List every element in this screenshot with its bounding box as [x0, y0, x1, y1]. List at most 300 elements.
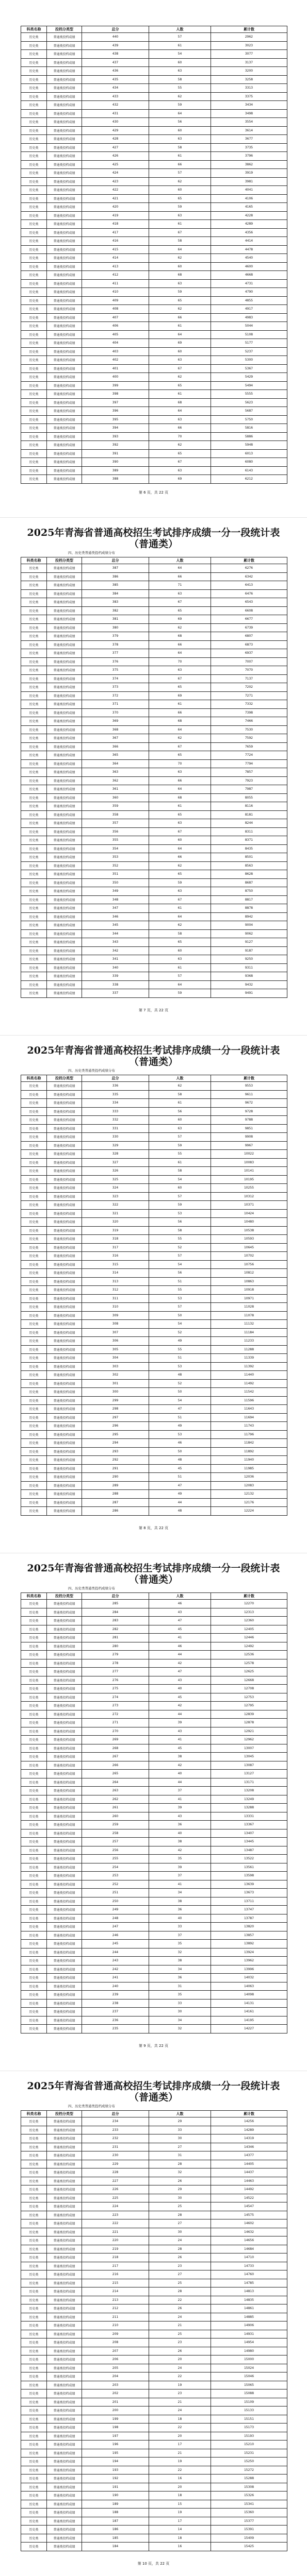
cell-score-type: 普通类投档成绩 — [47, 450, 82, 459]
cell-score-type: 普通类投档成绩 — [47, 1490, 82, 1499]
cell-cumulative: 4600 — [211, 263, 287, 272]
cell-score-type: 普通类投档成绩 — [47, 989, 82, 998]
cell-score-type: 普通类投档成绩 — [47, 399, 82, 408]
cell-cumulative: 14289 — [211, 2126, 287, 2135]
cell-category: 历史类 — [21, 1099, 47, 1108]
cell-category: 历史类 — [21, 1482, 47, 1490]
cell-cumulative: 3023 — [211, 42, 287, 50]
cell-count: 17 — [149, 2441, 211, 2449]
table-row — [21, 1235, 287, 1244]
cell-cumulative: 14632 — [211, 2228, 287, 2237]
cell-score-type: 普通类投档成绩 — [47, 1320, 82, 1329]
table-row — [21, 101, 287, 110]
cell-score-type: 普通类投档成绩 — [47, 1804, 82, 1812]
table-row — [21, 2296, 287, 2305]
cell-score-type: 普通类投档成绩 — [47, 1244, 82, 1252]
cell-count: 67 — [149, 365, 211, 374]
cell-cumulative: 9851 — [211, 1125, 287, 1133]
cell-category: 历史类 — [21, 1354, 47, 1363]
cell-category: 历史类 — [21, 1371, 47, 1380]
cell-score-type: 普通类投档成绩 — [47, 2313, 82, 2322]
cell-category: 历史类 — [21, 203, 47, 212]
table-row — [21, 1923, 287, 1931]
cell-cumulative: 6608 — [211, 607, 287, 616]
cell-score: 303 — [82, 1363, 149, 1371]
cell-score-type: 普通类投档成绩 — [47, 2134, 82, 2143]
cell-cumulative: 3313 — [211, 84, 287, 93]
table-row — [21, 811, 287, 820]
cell-category: 历史类 — [21, 1999, 47, 2008]
cell-score: 186 — [82, 2526, 149, 2534]
cell-category: 历史类 — [21, 930, 47, 939]
cell-cumulative: 12176 — [211, 1499, 287, 1507]
cell-score-type: 普通类投档成绩 — [47, 2304, 82, 2313]
cell-category: 历史类 — [21, 1176, 47, 1184]
cell-score-type: 普通类投档成绩 — [47, 1422, 82, 1431]
cell-category: 历史类 — [21, 1473, 47, 1482]
cell-category: 历史类 — [21, 1727, 47, 1736]
cell-cumulative: 10971 — [211, 1295, 287, 1303]
cell-cumulative: 11339 — [211, 1354, 287, 1363]
header-cumulative: 累计数 — [211, 26, 287, 33]
score-table — [21, 1592, 287, 2033]
cell-score-type: 普通类投档成绩 — [47, 1295, 82, 1303]
cell-score: 309 — [82, 1312, 149, 1320]
cell-cumulative: 9311 — [211, 964, 287, 973]
cell-cumulative: 3981 — [211, 178, 287, 187]
cell-category: 历史类 — [21, 1761, 47, 1770]
cell-count: 56 — [149, 1108, 211, 1116]
cell-count: 64 — [149, 649, 211, 658]
cell-category: 历史类 — [21, 1150, 47, 1159]
table-row — [21, 2330, 287, 2339]
table-row — [21, 1133, 287, 1142]
cell-score: 421 — [82, 195, 149, 204]
cell-cumulative: 7857 — [211, 768, 287, 777]
cell-count: 26 — [149, 2304, 211, 2313]
cell-category: 历史类 — [21, 365, 47, 374]
cell-score: 366 — [82, 743, 149, 752]
cell-score: 231 — [82, 2143, 149, 2152]
header-count: 人数 — [149, 1593, 211, 1600]
cell-score-type: 普通类投档成绩 — [47, 229, 82, 238]
table-row — [21, 2117, 287, 2126]
cell-category: 历史类 — [21, 1133, 47, 1142]
cell-score: 408 — [82, 305, 149, 314]
cell-score-type: 普通类投档成绩 — [47, 1940, 82, 1948]
table-row — [21, 1744, 287, 1753]
table-row — [21, 1736, 287, 1744]
cell-score: 349 — [82, 887, 149, 896]
cell-score-type: 普通类投档成绩 — [47, 1906, 82, 1914]
cell-count: 63 — [149, 212, 211, 221]
cell-score-type: 普通类投档成绩 — [47, 2287, 82, 2296]
cell-count: 62 — [149, 862, 211, 871]
cell-score-type: 普通类投档成绩 — [47, 2211, 82, 2220]
cell-score-type: 普通类投档成绩 — [47, 1371, 82, 1380]
cell-count: 62 — [149, 373, 211, 382]
cell-score: 405 — [82, 331, 149, 340]
cell-category: 历史类 — [21, 1974, 47, 1982]
table-row — [21, 700, 287, 709]
cell-cumulative: 15425 — [211, 2543, 287, 2551]
cell-score: 347 — [82, 904, 149, 913]
table-row — [21, 1159, 287, 1167]
cell-score-type: 普通类投档成绩 — [47, 751, 82, 760]
cell-category: 历史类 — [21, 862, 47, 871]
cell-score: 278 — [82, 1659, 149, 1668]
document-title: 2025年青海省普通高校招生考试排序成绩一分一段统计表 — [27, 2080, 280, 2092]
cell-score: 323 — [82, 1193, 149, 1201]
cell-score-type: 普通类投档成绩 — [47, 186, 82, 195]
cell-category: 历史类 — [21, 161, 47, 170]
cell-score-type: 普通类投档成绩 — [47, 2534, 82, 2543]
cell-cumulative: 5948 — [211, 441, 287, 450]
cell-cumulative: 15151 — [211, 2415, 287, 2424]
cell-category: 历史类 — [21, 2279, 47, 2288]
cell-count: 47 — [149, 1405, 211, 1414]
cell-score: 194 — [82, 2458, 149, 2466]
cell-score: 348 — [82, 896, 149, 905]
cell-cumulative: 15133 — [211, 2406, 287, 2415]
cell-score-type: 普通类投档成绩 — [47, 458, 82, 467]
cell-score: 201 — [82, 2398, 149, 2407]
cell-category: 历史类 — [21, 1227, 47, 1235]
cell-category: 历史类 — [21, 2262, 47, 2271]
cell-cumulative: 14710 — [211, 2253, 287, 2262]
cell-score-type: 普通类投档成绩 — [47, 2415, 82, 2424]
cell-count: 25 — [149, 2279, 211, 2288]
table-row — [21, 288, 287, 297]
cell-score: 275 — [82, 1685, 149, 1693]
cell-score: 271 — [82, 1719, 149, 1727]
cell-category: 历史类 — [21, 607, 47, 616]
cell-count: 67 — [149, 598, 211, 607]
cell-count: 62 — [149, 178, 211, 187]
cell-score: 208 — [82, 2338, 149, 2347]
table-row — [21, 1778, 287, 1787]
table-row — [21, 1812, 287, 1821]
cell-score: 388 — [82, 475, 149, 484]
table-row — [21, 1693, 287, 1702]
cell-count: 62 — [149, 921, 211, 930]
cell-count: 62 — [149, 1082, 211, 1091]
cell-count: 63 — [149, 280, 211, 289]
cell-count: 49 — [149, 1490, 211, 1499]
cell-score: 437 — [82, 59, 149, 67]
cell-cumulative: 13208 — [211, 1787, 287, 1795]
cell-count: 61 — [149, 964, 211, 973]
cell-score-type: 普通类投档成绩 — [47, 836, 82, 845]
cell-score-type: 普通类投档成绩 — [47, 1499, 82, 1507]
table-row — [21, 339, 287, 348]
cell-cumulative: 14032 — [211, 1974, 287, 1982]
table-row — [21, 1897, 287, 1906]
cell-cumulative: 15391 — [211, 2526, 287, 2534]
cell-score: 334 — [82, 1099, 149, 1108]
cell-count: 40 — [149, 1685, 211, 1693]
cell-category: 历史类 — [21, 1167, 47, 1176]
cell-score-type: 普通类投档成绩 — [47, 930, 82, 939]
cell-cumulative: 14195 — [211, 2016, 287, 2025]
cell-count: 62 — [149, 734, 211, 743]
cell-score-type: 普通类投档成绩 — [47, 271, 82, 280]
cell-score: 403 — [82, 348, 149, 357]
table-row — [21, 2347, 287, 2356]
cell-score: 407 — [82, 314, 149, 323]
cell-score-type: 普通类投档成绩 — [47, 33, 82, 42]
cell-cumulative: 14931 — [211, 2330, 287, 2339]
cell-cumulative: 8181 — [211, 811, 287, 820]
cell-score: 355 — [82, 836, 149, 845]
cell-score-type: 普通类投档成绩 — [47, 879, 82, 888]
cell-count: 63 — [149, 356, 211, 365]
table-row — [21, 1346, 287, 1354]
cell-cumulative: 13127 — [211, 1770, 287, 1778]
cell-score: 392 — [82, 441, 149, 450]
cell-cumulative: 6873 — [211, 641, 287, 650]
cell-score-type: 普通类投档成绩 — [47, 305, 82, 314]
cell-score-type: 普通类投档成绩 — [47, 433, 82, 442]
cell-cumulative: 8501 — [211, 853, 287, 862]
cell-cumulative: 4228 — [211, 212, 287, 221]
table-row — [21, 853, 287, 862]
cell-score-type: 普通类投档成绩 — [47, 590, 82, 599]
cell-cumulative: 12668 — [211, 1676, 287, 1685]
cell-score: 354 — [82, 845, 149, 854]
cell-score-type: 普通类投档成绩 — [47, 607, 82, 616]
cell-cumulative: 14377 — [211, 2151, 287, 2160]
cell-count: 60 — [149, 348, 211, 357]
table-row — [21, 649, 287, 658]
cell-cumulative: 14861 — [211, 2304, 287, 2313]
table-row — [21, 1702, 287, 1710]
table-row — [21, 178, 287, 187]
cell-score: 316 — [82, 1252, 149, 1261]
cell-score: 254 — [82, 1863, 149, 1872]
cell-category: 历史类 — [21, 1116, 47, 1125]
cell-cumulative: 8435 — [211, 845, 287, 854]
table-row — [21, 734, 287, 743]
cell-cumulative: 9250 — [211, 955, 287, 964]
cell-score-type: 普通类投档成绩 — [47, 195, 82, 204]
cell-score: 219 — [82, 2245, 149, 2254]
cell-count: 18 — [149, 2415, 211, 2424]
cell-cumulative: 12578 — [211, 1659, 287, 1668]
cell-score: 283 — [82, 1617, 149, 1625]
header-score-type: 投档分类型 — [47, 1593, 82, 1600]
cell-cumulative: 13962 — [211, 1957, 287, 1965]
cell-count: 19 — [149, 2381, 211, 2390]
cell-score: 286 — [82, 1507, 149, 1516]
cell-category: 历史类 — [21, 564, 47, 573]
cell-score: 353 — [82, 853, 149, 862]
cell-category: 历史类 — [21, 692, 47, 701]
cell-cumulative: 5108 — [211, 331, 287, 340]
cell-cumulative: 10083 — [211, 1159, 287, 1167]
cell-score: 313 — [82, 1278, 149, 1286]
cell-category: 历史类 — [21, 2304, 47, 2313]
cell-score-type: 普通类投档成绩 — [47, 2025, 82, 2033]
cell-cumulative: 10255 — [211, 1184, 287, 1193]
cell-category: 历史类 — [21, 1642, 47, 1651]
table-row — [21, 1668, 287, 1676]
cell-category: 历史类 — [21, 1702, 47, 1710]
table-row — [21, 2381, 287, 2390]
cell-count: 66 — [149, 424, 211, 433]
cell-score: 209 — [82, 2330, 149, 2339]
cell-cumulative: 13249 — [211, 1795, 287, 1804]
table-row — [21, 938, 287, 947]
cell-score-type: 普通类投档成绩 — [47, 2253, 82, 2262]
cell-count: 62 — [149, 305, 211, 314]
score-table — [21, 557, 287, 998]
cell-count: 21 — [149, 2398, 211, 2407]
cell-category: 历史类 — [21, 1499, 47, 1507]
cell-count: 23 — [149, 2338, 211, 2347]
cell-score-type: 普通类投档成绩 — [47, 768, 82, 777]
table-row — [21, 615, 287, 624]
cell-count: 57 — [149, 1303, 211, 1312]
cell-category: 历史类 — [21, 1201, 47, 1210]
cell-score: 199 — [82, 2415, 149, 2424]
table-row — [21, 1337, 287, 1346]
cell-count: 16 — [149, 2543, 211, 2551]
table-row — [21, 33, 287, 42]
cell-score-type: 普通类投档成绩 — [47, 348, 82, 357]
cell-count: 68 — [149, 794, 211, 803]
table-row — [21, 1974, 287, 1982]
cell-count: 67 — [149, 675, 211, 684]
cell-count: 31 — [149, 2151, 211, 2160]
cell-count: 47 — [149, 1482, 211, 1490]
cell-score-type: 普通类投档成绩 — [47, 118, 82, 127]
cell-cumulative: 12132 — [211, 1490, 287, 1499]
cell-category: 历史类 — [21, 1303, 47, 1312]
cell-score-type: 普通类投档成绩 — [47, 2194, 82, 2203]
cell-cumulative: 11392 — [211, 1363, 287, 1371]
cell-score-type: 普通类投档成绩 — [47, 2168, 82, 2177]
table-row — [21, 390, 287, 399]
cell-cumulative: 13171 — [211, 1778, 287, 1787]
cell-score: 204 — [82, 2372, 149, 2381]
cell-count: 56 — [149, 1269, 211, 1278]
cell-cumulative: 15231 — [211, 2449, 287, 2458]
header-count: 人数 — [149, 557, 211, 564]
table-row — [21, 297, 287, 306]
cell-cumulative: 9187 — [211, 947, 287, 956]
cell-score: 258 — [82, 1829, 149, 1838]
cell-count: 27 — [149, 2143, 211, 2152]
cell-score: 211 — [82, 2313, 149, 2322]
cell-category: 历史类 — [21, 2534, 47, 2543]
cell-category: 历史类 — [21, 331, 47, 340]
cell-score: 325 — [82, 1176, 149, 1184]
cell-count: 48 — [149, 1507, 211, 1516]
cell-count: 52 — [149, 1244, 211, 1252]
cell-category: 历史类 — [21, 288, 47, 297]
cell-cumulative: 12360 — [211, 1617, 287, 1625]
table-row — [21, 1431, 287, 1439]
cell-score-type: 普通类投档成绩 — [47, 1312, 82, 1320]
cell-cumulative: 10022 — [211, 1150, 287, 1159]
cell-score-type: 普通类投档成绩 — [47, 1439, 82, 1448]
cell-count: 39 — [149, 1719, 211, 1727]
cell-category: 历史类 — [21, 1736, 47, 1744]
cell-count: 65 — [149, 450, 211, 459]
cell-cumulative: 7659 — [211, 743, 287, 752]
cell-count: 22 — [149, 2424, 211, 2432]
cell-count: 49 — [149, 1337, 211, 1346]
cell-cumulative: 11288 — [211, 1346, 287, 1354]
header-score-type: 投档分类型 — [47, 1075, 82, 1082]
cell-cumulative: 2962 — [211, 33, 287, 42]
cell-score-type: 普通类投档成绩 — [47, 1082, 82, 1091]
cell-cumulative: 12313 — [211, 1608, 287, 1617]
cell-score: 418 — [82, 220, 149, 229]
cell-cumulative: 3434 — [211, 101, 287, 110]
cell-score: 292 — [82, 1456, 149, 1465]
cell-cumulative: 7794 — [211, 760, 287, 769]
cell-score-type: 普通类投档成绩 — [47, 743, 82, 752]
table-row — [21, 1108, 287, 1116]
table-row — [21, 195, 287, 204]
cell-cumulative: 12625 — [211, 1668, 287, 1676]
cell-cumulative: 9004 — [211, 921, 287, 930]
cell-category: 历史类 — [21, 195, 47, 204]
cell-score-type: 普通类投档成绩 — [47, 853, 82, 862]
cell-category: 历史类 — [21, 348, 47, 357]
cell-cumulative: 6080 — [211, 458, 287, 467]
cell-score-type: 普通类投档成绩 — [47, 237, 82, 246]
cell-category: 历史类 — [21, 2526, 47, 2534]
cell-category: 历史类 — [21, 110, 47, 118]
cell-score-type: 普通类投档成绩 — [47, 2330, 82, 2339]
cell-score: 274 — [82, 1693, 149, 1702]
cell-score-type: 普通类投档成绩 — [47, 1753, 82, 1761]
cell-count: 24 — [149, 2406, 211, 2415]
cell-score: 255 — [82, 1855, 149, 1863]
cell-score: 411 — [82, 280, 149, 289]
cell-score: 229 — [82, 2160, 149, 2169]
cell-category: 历史类 — [21, 1787, 47, 1795]
table-row — [21, 416, 287, 425]
cell-score-type: 普通类投档成绩 — [47, 938, 82, 947]
cell-category: 历史类 — [21, 263, 47, 272]
cell-score-type: 普通类投档成绩 — [47, 441, 82, 450]
cell-score: 351 — [82, 870, 149, 879]
cell-score-type: 普通类投档成绩 — [47, 802, 82, 811]
cell-count: 40 — [149, 1914, 211, 1923]
cell-category: 历史类 — [21, 271, 47, 280]
cell-count: 20 — [149, 2483, 211, 2492]
cell-score-type: 普通类投档成绩 — [47, 1991, 82, 1999]
cell-cumulative: 12083 — [211, 1482, 287, 1490]
cell-score: 245 — [82, 1940, 149, 1948]
cell-score-type: 普通类投档成绩 — [47, 2347, 82, 2356]
header-score: 总分 — [82, 2111, 149, 2117]
cell-score: 280 — [82, 1642, 149, 1651]
cell-category: 历史类 — [21, 2117, 47, 2126]
cell-cumulative: 14437 — [211, 2168, 287, 2177]
cell-count: 49 — [149, 1422, 211, 1431]
cell-category: 历史类 — [21, 441, 47, 450]
cell-cumulative: 3258 — [211, 76, 287, 84]
cell-category: 历史类 — [21, 1608, 47, 1617]
table-row — [21, 2253, 287, 2262]
cell-score-type: 普通类投档成绩 — [47, 2143, 82, 2152]
cell-cumulative: 11985 — [211, 1465, 287, 1473]
